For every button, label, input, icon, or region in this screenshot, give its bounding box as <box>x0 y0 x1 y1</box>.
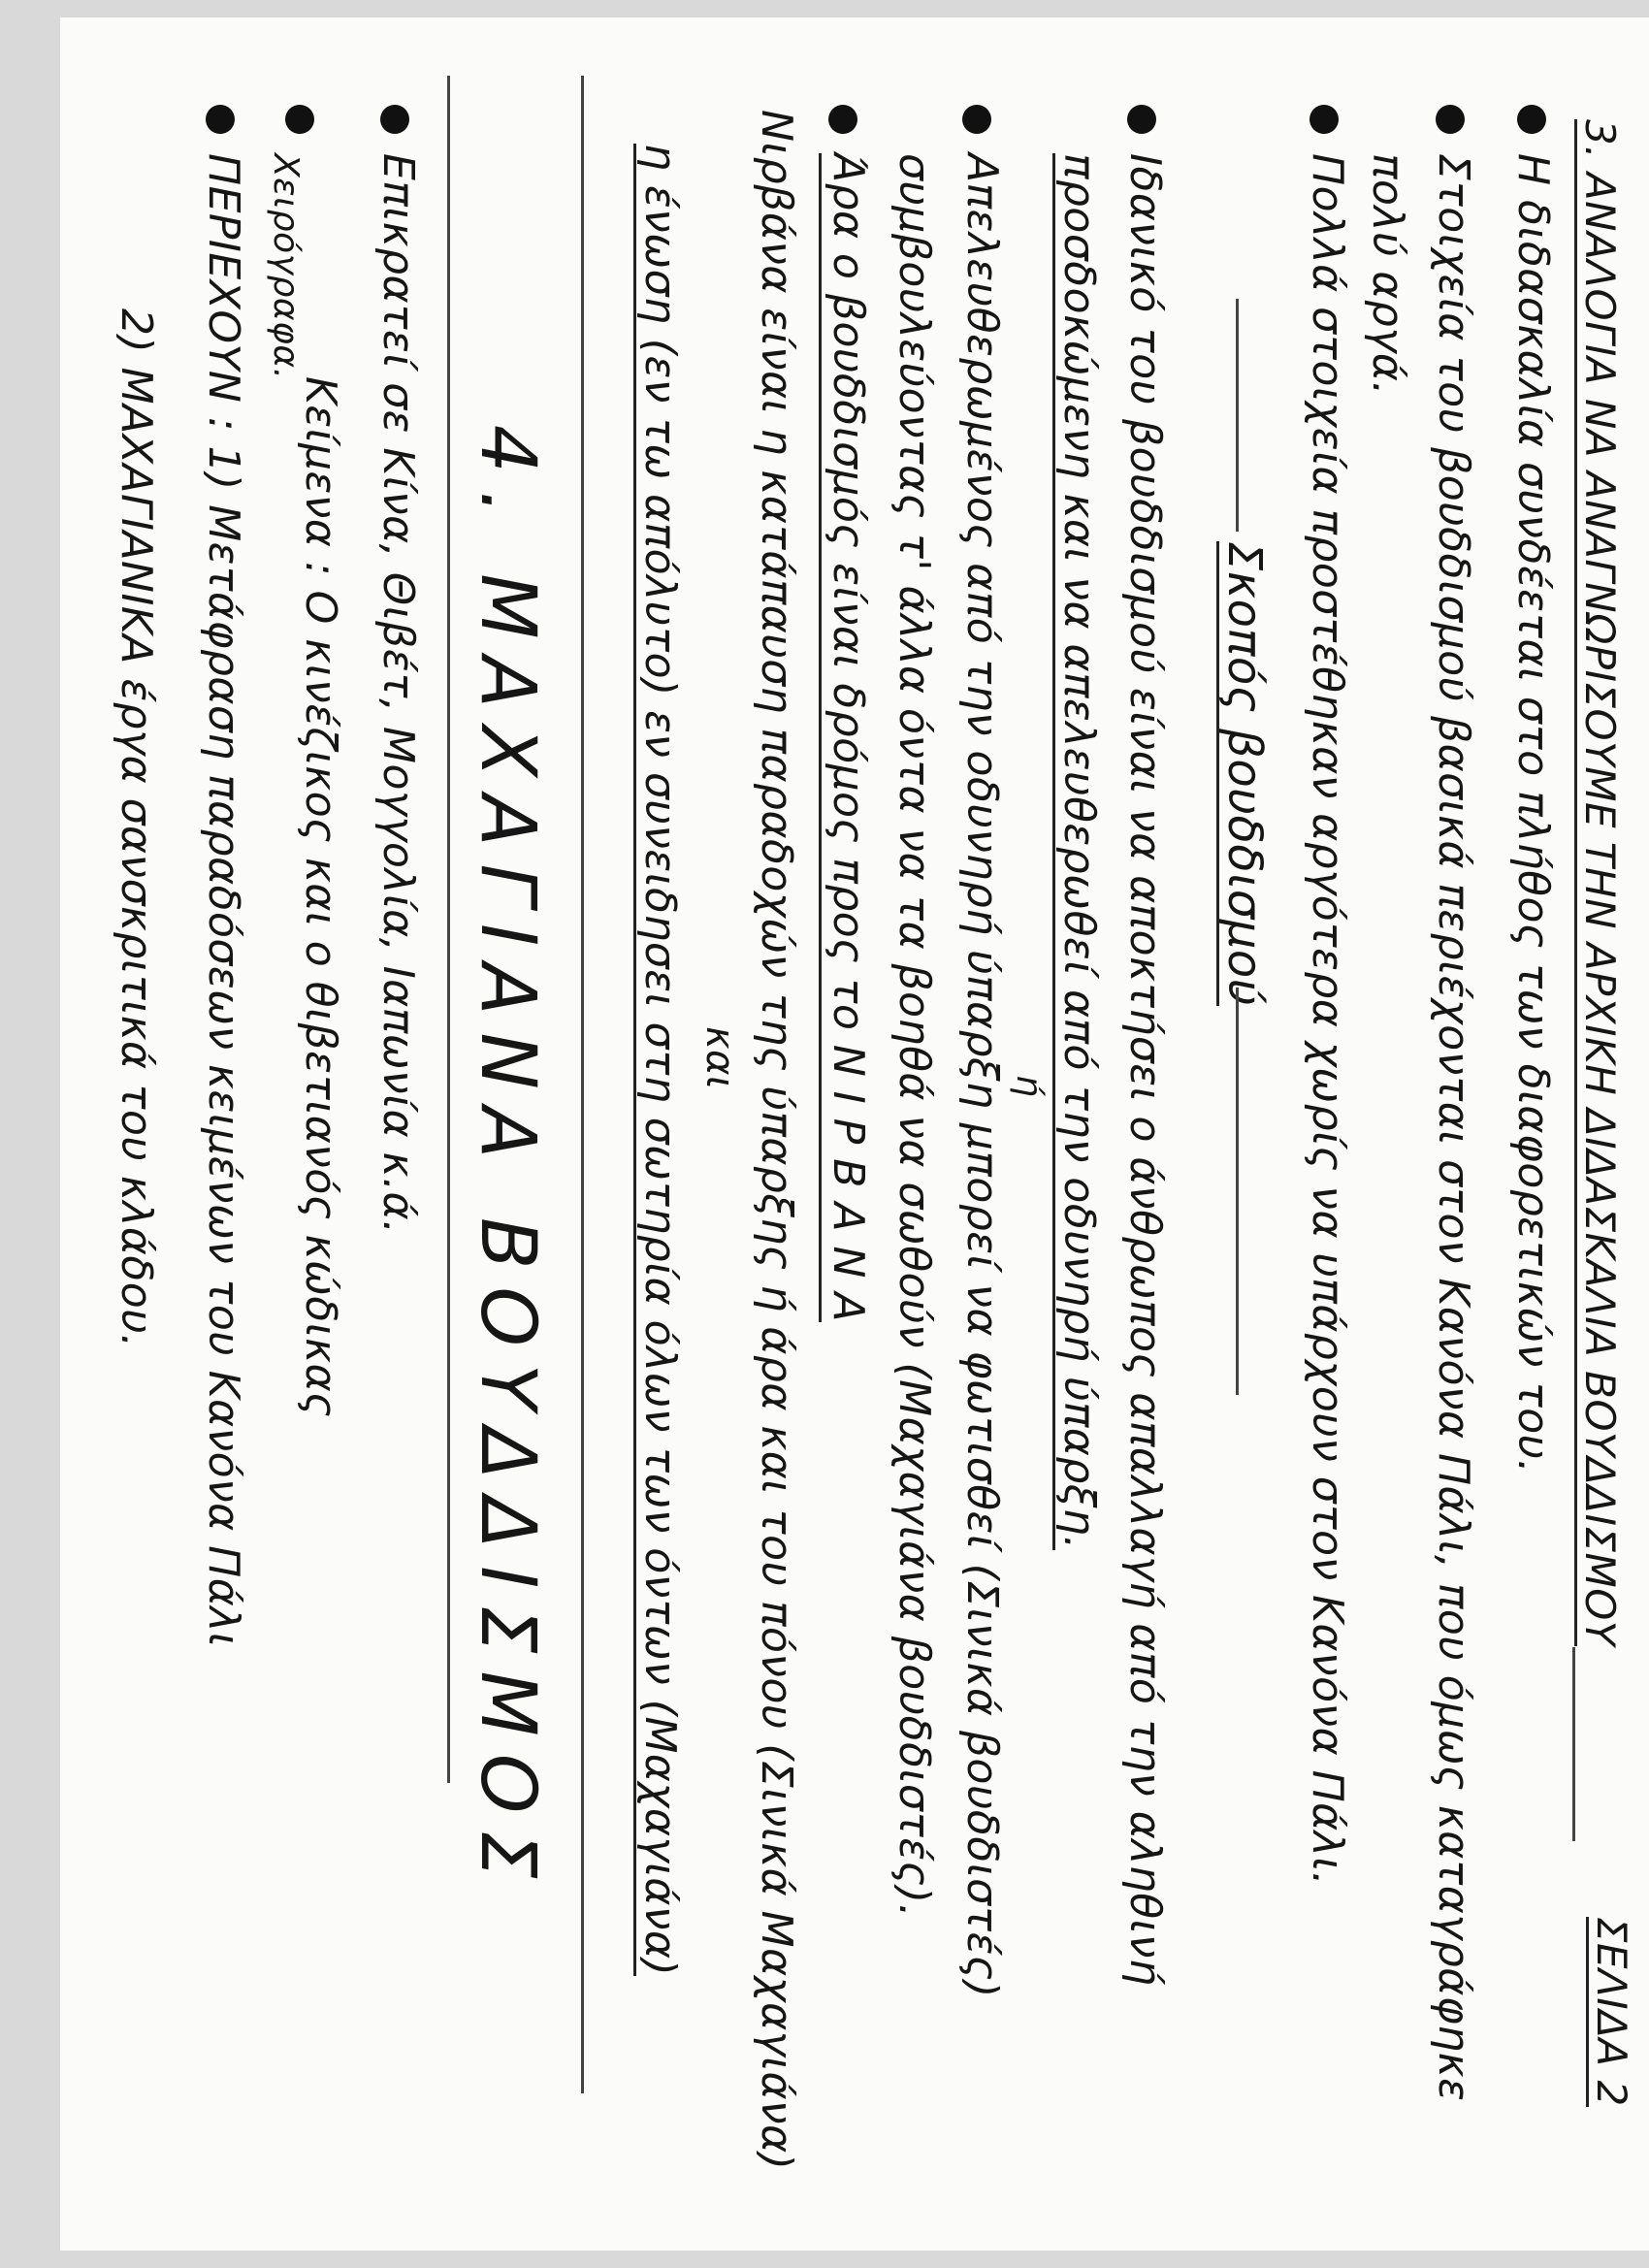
bullet-dot-icon <box>828 105 857 134</box>
skopos-heading: Σκοπός βουδδισμού <box>1217 541 1272 1007</box>
skopos-bullet3-text <box>824 153 873 1323</box>
handwritten-page <box>60 17 1649 2251</box>
section-divider <box>581 76 584 2093</box>
bullet-dot-icon <box>380 105 409 134</box>
bullet-dot-icon <box>962 105 991 134</box>
skopos-bullet2-text: Απελευθερωμένος από την οδυνηρή ύπαρξη μπορεί να φωτισθεί (Σινικά βουδδιστές) <box>957 153 1007 1998</box>
bullet-dot-icon <box>1436 105 1465 134</box>
s3-bullet1-text: Η διδασκαλία συνδέεται στο πλήθος των διαφορετικών του. <box>1508 153 1558 1474</box>
section4-rule <box>447 76 450 1783</box>
section3-heading: 3. ΑΝΑΛΟΓΙΑ ΝΑ ΑΝΑΓΝΩΡΙΣΟΥΜΕ ΤΗΝ ΑΡΧΙΚΗ ΔΙΔΑΣΚΑΛΙΑ ΒΟΥΔΔΙΣΜΟΥ <box>1576 119 1624 1646</box>
s4-bullet3-text: ΠΕΡΙΕΧΟΥΝ : 1) Μετάφραση παραδόσεων κειμένων του Κανόνα Πάλι <box>199 153 248 1648</box>
nirvana-kai: και <box>697 1026 742 1089</box>
section3-rule <box>1572 1647 1575 1841</box>
skopos-bullet1-text: Ιδανικό του βουδδισμού είναι να αποκτήσει ο άνθρωπος απαλλαγή από την αληθινή <box>1120 153 1170 1987</box>
s3-bullet3-text: Πολλά στοιχεία προστέθηκαν αργότερα χωρίς να υπάρχουν στον Κανόνα Πάλι. <box>1303 153 1352 1887</box>
s4-bullet3-cont: 2) ΜΑΧΑΓΙΑΝΙΚΑ έργα σανσκριτικά του κλάδου. <box>112 308 161 1348</box>
nirvana-line1: Νιρβάνα είναι η κατάπαυση παραδοχών της ύπαρξης ή άρα και του πόνου (Σινικά Μαχαγιάνα) <box>752 110 801 2171</box>
bullet-dot-icon <box>285 105 314 134</box>
bullet-dot-icon <box>206 105 235 134</box>
skopos-bullet1-cont: προσδοκώμενη και να απελευθερωθεί από την οδυνηρή ύπαρξη. <box>1054 153 1104 1550</box>
scanned-sheet <box>60 17 1649 2251</box>
nirvana-line2: η ένωση (εν τω απόλυτο) εν συνειδησει στη σωτηρία όλων των όντων (Μαχαγιάνα) <box>635 144 685 1977</box>
skopos-bullet2-cont: συμβουλεύοντας τ' άλλα όντα να τα βοηθά να σωθούν (Μαχαγιάνα βουδδιστές). <box>889 153 939 1919</box>
s3-bullet2-text: Στοιχεία του βουδδισμού βασικά περιέχονται στον Κανόνα Πάλι, που όμως καταγράφηκε <box>1429 153 1478 2102</box>
page-number: ΣΕΛΙΔΑ 2 <box>1588 1917 1635 2107</box>
or-note: ή <box>1009 1075 1049 1098</box>
arа-ο-buddhism-text: Άρα ο βουδδισμός είναι δρόμος προς το Ν Ι Ρ Β Α Ν Α <box>819 153 873 1322</box>
s4-bullet2-text: Κείμενα : Ο κινέζικος και ο θιβετιανός κώδικας <box>296 376 345 1418</box>
bullet-dot-icon <box>1310 105 1339 134</box>
skopos-rule-left <box>1236 299 1239 532</box>
s4-bullet2-prefix: Χειρόγραφα. <box>266 153 306 380</box>
skopos-rule-right <box>1236 988 1239 1395</box>
s3-bullet2-cont: πολύ αργά. <box>1363 153 1412 396</box>
section4-heading: 4. ΜΑΧΑΓΙΑΝΑ ΒΟΥΔΔΙΣΜΟΣ <box>464 425 551 1896</box>
bullet-dot-icon <box>1517 105 1546 134</box>
bullet-dot-icon <box>1127 105 1156 134</box>
s4-bullet1-text: Επικρατεί σε Κίνα, Θιβέτ, Μογγολία, Ιαπωνία κ.ά. <box>373 153 423 1235</box>
